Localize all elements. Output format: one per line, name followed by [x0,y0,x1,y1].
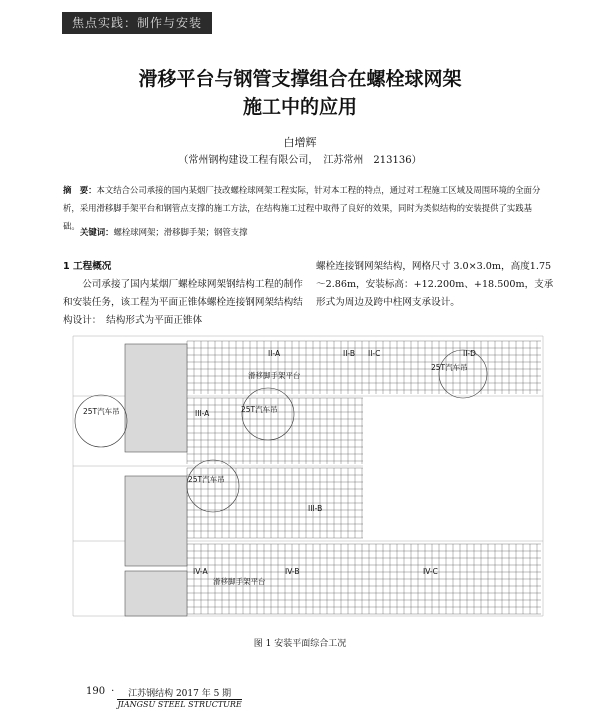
keywords-label: 关键词： [80,227,114,237]
author: 白增辉 [283,136,317,149]
abstract-text: 本文结合公司承接的国内某烟厂技改螺栓球网架工程实际，针对本工程的特点，通过对工程施工区域及周围环境的全面分析，采用滑移脚手架平台和钢管点支撑的施工方法，在结构施工过程中取得了良好的效果，同时为类似结构的安装提供了实践基础。 [63,185,541,231]
keywords [80,226,248,238]
body-column-right [316,258,556,312]
section-tag: 焦点实践：制作与安装 [62,12,212,34]
keywords-text: 螺栓球网架；滑移脚手架；钢管支撑 [113,227,248,237]
body-paragraph-right: 螺栓连接钢网架结构，网格尺寸 3.0×3.0m，高度1.75～2.86m，安装标高：+12.200m、+18.500m，支承形式为周边及跨中柱网支承设计。 [316,261,554,308]
page-footer: 190 · 江苏钢结构 2017 年 5 期 JIANGSU STEEL STRUCTURE [86,686,242,709]
page-number: 190 [86,686,106,697]
journal-name [117,686,241,709]
article-title-line1: 滑移平台与钢管支撑组合在螺栓球网架 [138,68,462,90]
crane-label: 25T汽车吊 [431,363,468,372]
zone-label: III-B [308,504,323,513]
zone-label: III-A [195,409,210,418]
body-column-left [63,258,303,330]
site-plan-figure [63,326,550,626]
platform-label: 滑移脚手架平台 [213,577,266,586]
affiliation: （常州钢构建设工程有限公司， 江苏常州 213136） [178,155,422,166]
zone-label: II-A [268,349,281,358]
zone-label: II-B [343,349,356,358]
crane-label: 25T汽车吊 [188,475,225,484]
platform-block [125,476,187,566]
zone-label: IV-B [285,567,300,576]
zone-label: IV-A [193,567,208,576]
journal-name-en: JIANGSU STEEL STRUCTURE [117,700,242,709]
platform-block [125,571,187,616]
zone-label: II-D [463,349,476,358]
journal-name-cn: 江苏钢结构 2017 年 5 期 [117,686,241,700]
crane-label: 25T汽车吊 [241,405,278,414]
platform-block [125,344,187,452]
abstract-label: 摘 要： [63,185,97,195]
platform-label: 滑移脚手架平台 [248,371,301,380]
article-title-line2: 施工中的应用 [242,96,357,118]
crane-label: 25T汽车吊 [83,407,120,416]
section-heading: 1 工程概况 [63,261,112,272]
zone-label: IV-C [423,567,438,576]
figure-caption: 图 1 安装平面综合工况 [253,639,347,649]
body-paragraph-left: 公司承接了国内某烟厂螺栓球网架钢结构工程的制作和安装任务，该工程为平面正锥体螺栓连接钢网架结构结构设计： 结构形式为平面正锥体 [63,279,303,326]
zone-label: II-C [368,349,381,358]
